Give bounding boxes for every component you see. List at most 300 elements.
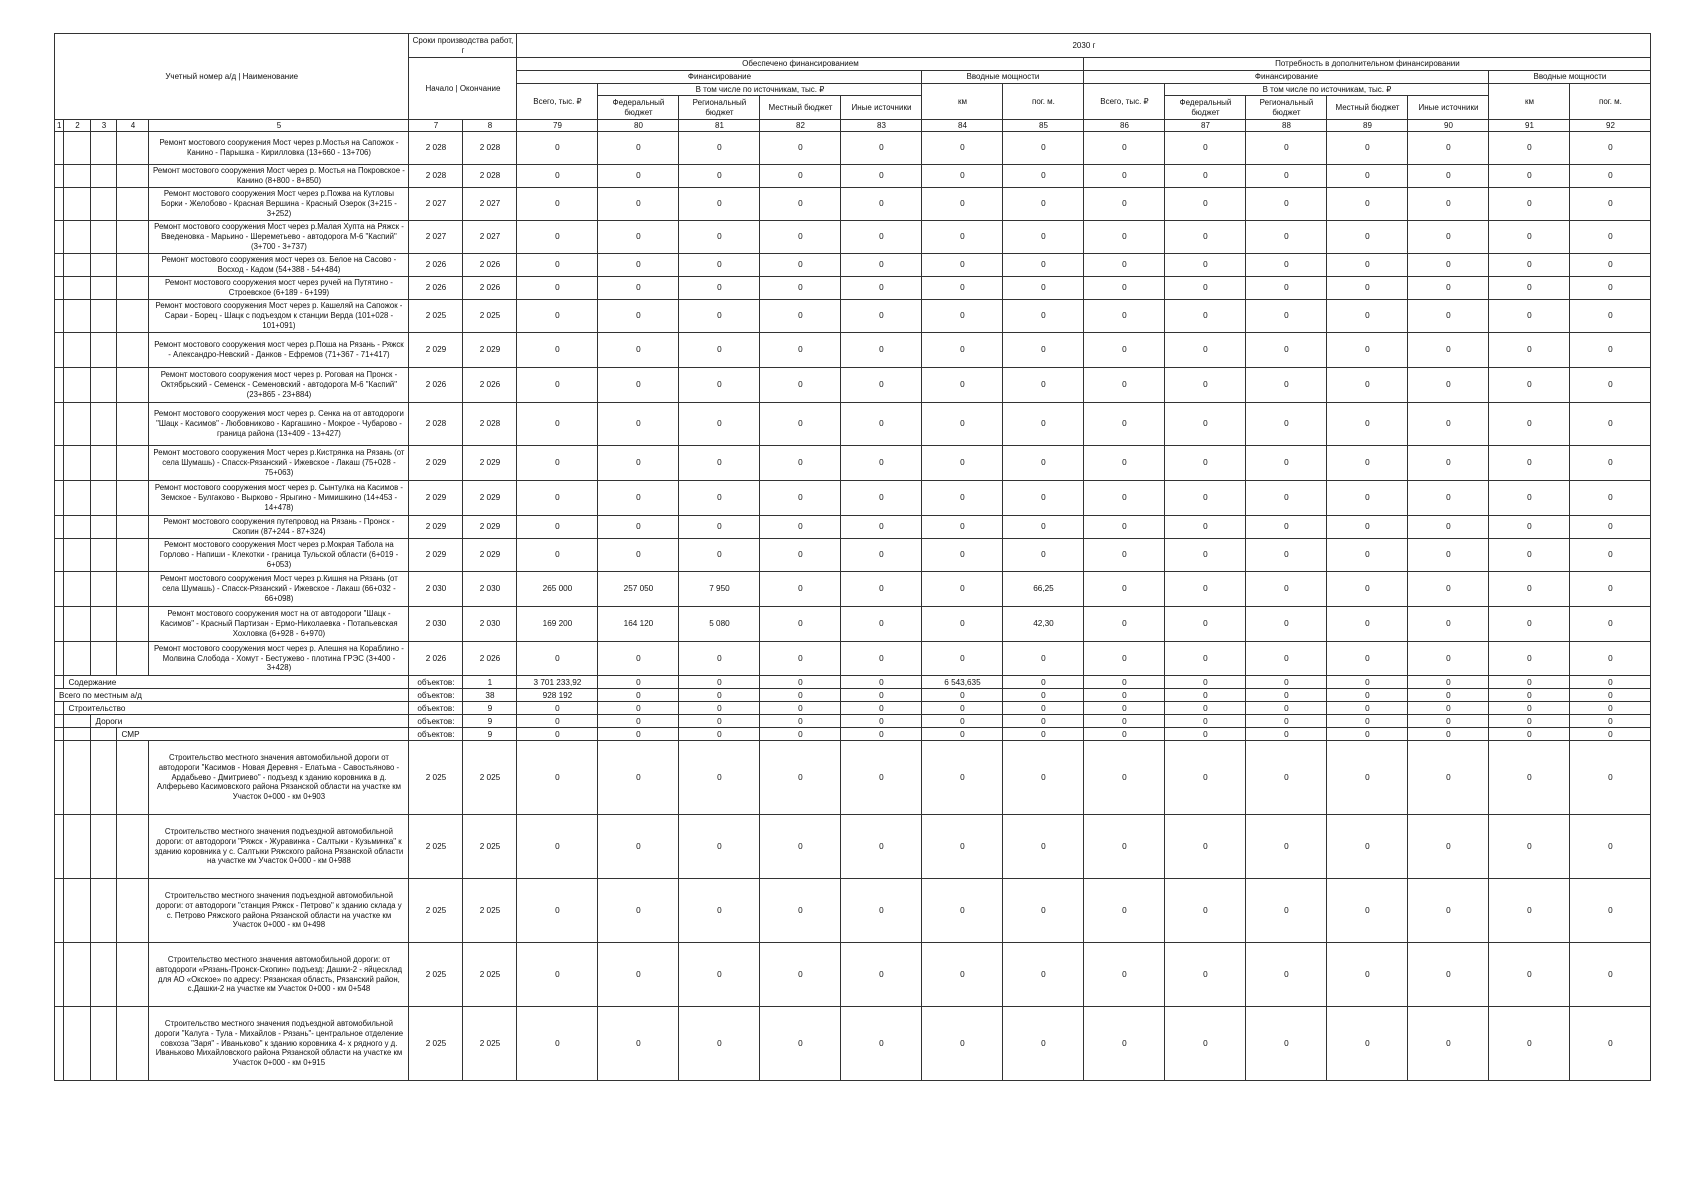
value-cell: 0 xyxy=(1408,642,1489,676)
value-cell: 0 xyxy=(1489,572,1570,607)
value-cell: 0 xyxy=(1246,368,1327,403)
column-number: 87 xyxy=(1165,120,1246,132)
value-cell: 0 xyxy=(1246,943,1327,1007)
value-cell: 0 xyxy=(598,516,679,539)
table-row xyxy=(55,943,1651,1007)
value-cell: 0 xyxy=(1408,368,1489,403)
value-cell: 0 xyxy=(598,368,679,403)
value-cell: 164 120 xyxy=(598,607,679,642)
object-name: Строительство местного значения подъездной автомобильной дороги: от автодороги "Ряжск - Журавинка - Салтыки - Кузьминка" к зданию коровника у с. Салтыки Ряжского района Рязанской области на участке км Участок 0+000 - км 0+988 xyxy=(149,815,409,879)
value-cell: 0 xyxy=(922,132,1003,165)
value-cell: 0 xyxy=(1489,516,1570,539)
period-header: Сроки производства работ, г xyxy=(409,34,517,58)
regional-header: Региональный бюджет xyxy=(1246,96,1327,120)
table-row xyxy=(55,333,1651,368)
value-cell: 0 xyxy=(517,642,598,676)
value-cell: 0 xyxy=(1489,728,1570,741)
value-cell: 0 xyxy=(1084,702,1165,715)
value-cell: 0 xyxy=(1084,300,1165,333)
value-cell: 42,30 xyxy=(1003,607,1084,642)
value-cell: 0 xyxy=(1003,1007,1084,1081)
value-cell: 0 xyxy=(760,728,841,741)
table-row xyxy=(55,188,1651,221)
value-cell: 0 xyxy=(1327,572,1408,607)
column-number: 8 xyxy=(463,120,517,132)
value-cell: 0 xyxy=(679,277,760,300)
object-name: Ремонт мостового сооружения мост через р.Поша на Рязань - Ряжск - Александро-Невский - Данков - Ефремов (71+367 - 71+417) xyxy=(149,333,409,368)
start-year: 2 030 xyxy=(409,572,463,607)
value-cell: 0 xyxy=(1084,572,1165,607)
value-cell: 0 xyxy=(1489,481,1570,516)
value-cell: 0 xyxy=(841,132,922,165)
value-cell: 0 xyxy=(1084,879,1165,943)
value-cell: 0 xyxy=(517,715,598,728)
value-cell: 0 xyxy=(517,368,598,403)
value-cell: 0 xyxy=(1246,572,1327,607)
value-cell: 0 xyxy=(841,728,922,741)
value-cell: 0 xyxy=(1408,702,1489,715)
value-cell: 0 xyxy=(1246,728,1327,741)
value-cell: 0 xyxy=(760,702,841,715)
value-cell: 0 xyxy=(760,277,841,300)
end-year: 2 027 xyxy=(463,188,517,221)
value-cell: 0 xyxy=(760,689,841,702)
value-cell: 0 xyxy=(517,728,598,741)
federal-header: Федеральный бюджет xyxy=(1165,96,1246,120)
value-cell: 0 xyxy=(1327,132,1408,165)
value-cell: 0 xyxy=(841,403,922,446)
value-cell: 0 xyxy=(679,1007,760,1081)
value-cell: 0 xyxy=(1570,879,1651,943)
value-cell: 0 xyxy=(679,165,760,188)
value-cell: 0 xyxy=(1165,333,1246,368)
table-row xyxy=(55,607,1651,642)
value-cell: 0 xyxy=(760,481,841,516)
value-cell: 0 xyxy=(598,300,679,333)
object-name: Ремонт мостового сооружения мост через оз. Белое на Сасово - Восход - Кадом (54+388 - 54+484) xyxy=(149,254,409,277)
object-name: Ремонт мостового сооружения мост через р. Алешня на Кораблино - Молвина Слобода - Хомут - Бестужево - плотина ГРЭС (3+400 - 3+428) xyxy=(149,642,409,676)
value-cell: 0 xyxy=(679,728,760,741)
value-cell: 0 xyxy=(1165,254,1246,277)
value-cell: 0 xyxy=(841,741,922,815)
end-year: 2 028 xyxy=(463,132,517,165)
value-cell: 0 xyxy=(841,1007,922,1081)
start-year: 2 028 xyxy=(409,132,463,165)
value-cell: 0 xyxy=(760,188,841,221)
value-cell: 0 xyxy=(922,188,1003,221)
value-cell: 0 xyxy=(1084,368,1165,403)
column-number: 89 xyxy=(1327,120,1408,132)
value-cell: 0 xyxy=(922,539,1003,572)
object-name: Ремонт мостового сооружения мост на от автодороги "Шацк - Касимов" - Красный Партизан - Ермо-Николаевка - Потапьевская Хохловка (6+928 - 6+970) xyxy=(149,607,409,642)
table-row xyxy=(55,642,1651,676)
end-year: 2 028 xyxy=(463,165,517,188)
value-cell: 0 xyxy=(1327,642,1408,676)
value-cell: 0 xyxy=(679,188,760,221)
object-name: Ремонт мостового сооружения путепровод на Рязань - Пронск - Скопин (87+244 - 87+324) xyxy=(149,516,409,539)
total-header: Всего, тыс. ₽ xyxy=(1084,84,1165,120)
other-header: Иные источники xyxy=(841,96,922,120)
value-cell: 0 xyxy=(1570,165,1651,188)
value-cell: 0 xyxy=(679,333,760,368)
summary-label: Строительство xyxy=(64,702,409,715)
object-name: Строительство местного значения автомобильной дороги от автодороги "Касимов - Новая Деревня - Елатьма - Савостьяново - Ардабьево - Дмитриево" - подъезд к зданию коровника в д. Алферьево Касимовского района Рязанской области на участке км Участок 0+000 - км 0+903 xyxy=(149,741,409,815)
value-cell: 0 xyxy=(1327,741,1408,815)
secured-header: Обеспечено финансированием xyxy=(517,58,1084,71)
value-cell: 0 xyxy=(760,815,841,879)
value-cell: 0 xyxy=(1489,300,1570,333)
column-number: 81 xyxy=(679,120,760,132)
by-source-header: В том числе по источникам, тыс. ₽ xyxy=(598,84,922,96)
value-cell: 0 xyxy=(598,879,679,943)
value-cell: 0 xyxy=(1165,943,1246,1007)
start-year: 2 028 xyxy=(409,403,463,446)
pog-m-header: пог. м. xyxy=(1570,84,1651,120)
value-cell: 0 xyxy=(1327,368,1408,403)
year-header: 2030 г xyxy=(517,34,1651,58)
end-year: 2 029 xyxy=(463,539,517,572)
value-cell: 0 xyxy=(1165,368,1246,403)
value-cell: 0 xyxy=(841,715,922,728)
value-cell: 0 xyxy=(517,516,598,539)
value-cell: 0 xyxy=(1570,943,1651,1007)
value-cell: 0 xyxy=(1327,403,1408,446)
value-cell: 257 050 xyxy=(598,572,679,607)
value-cell: 66,25 xyxy=(1003,572,1084,607)
value-cell: 0 xyxy=(1327,676,1408,689)
value-cell: 0 xyxy=(1570,516,1651,539)
value-cell: 0 xyxy=(1003,165,1084,188)
value-cell: 0 xyxy=(1084,815,1165,879)
value-cell: 0 xyxy=(922,702,1003,715)
value-cell: 0 xyxy=(1003,254,1084,277)
end-year: 2 026 xyxy=(463,642,517,676)
value-cell: 0 xyxy=(760,368,841,403)
value-cell: 0 xyxy=(1165,221,1246,254)
column-number: 85 xyxy=(1003,120,1084,132)
end-year: 2 025 xyxy=(463,879,517,943)
table-row xyxy=(55,132,1651,165)
value-cell: 0 xyxy=(517,446,598,481)
start-year: 2 029 xyxy=(409,516,463,539)
value-cell: 0 xyxy=(1246,815,1327,879)
value-cell: 0 xyxy=(1084,481,1165,516)
start-year: 2 025 xyxy=(409,300,463,333)
value-cell: 0 xyxy=(922,300,1003,333)
value-cell: 0 xyxy=(922,741,1003,815)
value-cell: 0 xyxy=(1084,1007,1165,1081)
value-cell: 0 xyxy=(1084,689,1165,702)
value-cell: 0 xyxy=(760,516,841,539)
value-cell: 0 xyxy=(679,132,760,165)
objects-label: объектов: xyxy=(409,728,463,741)
value-cell: 0 xyxy=(1327,879,1408,943)
financing-header: Финансирование xyxy=(517,71,922,84)
value-cell: 0 xyxy=(598,815,679,879)
column-number: 88 xyxy=(1246,120,1327,132)
start-year: 2 028 xyxy=(409,165,463,188)
end-year: 2 030 xyxy=(463,607,517,642)
value-cell: 0 xyxy=(760,676,841,689)
value-cell: 0 xyxy=(1084,221,1165,254)
value-cell: 0 xyxy=(1408,165,1489,188)
value-cell: 0 xyxy=(1489,277,1570,300)
value-cell: 0 xyxy=(1084,516,1165,539)
objects-count: 9 xyxy=(463,728,517,741)
value-cell: 0 xyxy=(760,221,841,254)
value-cell: 0 xyxy=(1489,607,1570,642)
value-cell: 0 xyxy=(679,516,760,539)
object-name: Ремонт мостового сооружения Мост через р.Мостья на Сапожок - Канино - Парышка - Кирилловка (13+660 - 13+706) xyxy=(149,132,409,165)
value-cell: 0 xyxy=(1408,221,1489,254)
column-number: 4 xyxy=(117,120,149,132)
value-cell: 0 xyxy=(1570,368,1651,403)
value-cell: 0 xyxy=(1408,607,1489,642)
value-cell: 0 xyxy=(760,879,841,943)
value-cell: 0 xyxy=(1084,539,1165,572)
value-cell: 0 xyxy=(1003,516,1084,539)
value-cell: 0 xyxy=(1327,300,1408,333)
value-cell: 0 xyxy=(517,300,598,333)
summary-label: Содержание xyxy=(64,676,409,689)
value-cell: 0 xyxy=(1246,300,1327,333)
table-row xyxy=(55,446,1651,481)
value-cell: 0 xyxy=(1165,607,1246,642)
value-cell: 0 xyxy=(1327,221,1408,254)
value-cell: 0 xyxy=(1003,815,1084,879)
value-cell: 3 701 233,92 xyxy=(517,676,598,689)
value-cell: 0 xyxy=(1327,607,1408,642)
value-cell: 0 xyxy=(1327,446,1408,481)
value-cell: 0 xyxy=(679,446,760,481)
value-cell: 0 xyxy=(1408,516,1489,539)
value-cell: 0 xyxy=(1165,815,1246,879)
objects-count: 1 xyxy=(463,676,517,689)
column-number: 80 xyxy=(598,120,679,132)
value-cell: 0 xyxy=(1570,676,1651,689)
object-name: Ремонт мостового сооружения мост через р. Роговая на Пронск - Октябрьский - Семенск - Семеновский - автодорога М-6 "Каспий" (23+865 - 23+884) xyxy=(149,368,409,403)
value-cell: 0 xyxy=(1327,689,1408,702)
value-cell: 0 xyxy=(760,943,841,1007)
value-cell: 0 xyxy=(922,815,1003,879)
column-number: 5 xyxy=(149,120,409,132)
start-year: 2 029 xyxy=(409,539,463,572)
end-year: 2 030 xyxy=(463,572,517,607)
summary-row xyxy=(55,715,1651,728)
value-cell: 0 xyxy=(841,572,922,607)
value-cell: 0 xyxy=(922,943,1003,1007)
value-cell: 0 xyxy=(760,254,841,277)
summary-label: СМР xyxy=(117,728,409,741)
value-cell: 0 xyxy=(679,702,760,715)
value-cell: 0 xyxy=(517,165,598,188)
value-cell: 0 xyxy=(598,1007,679,1081)
value-cell: 0 xyxy=(1408,277,1489,300)
value-cell: 0 xyxy=(1165,728,1246,741)
value-cell: 0 xyxy=(598,741,679,815)
value-cell: 0 xyxy=(1570,642,1651,676)
column-number: 84 xyxy=(922,120,1003,132)
value-cell: 0 xyxy=(1084,607,1165,642)
value-cell: 0 xyxy=(1489,879,1570,943)
value-cell: 0 xyxy=(1327,943,1408,1007)
value-cell: 0 xyxy=(922,368,1003,403)
by-source-header: В том числе по источникам, тыс. ₽ xyxy=(1165,84,1489,96)
start-year: 2 025 xyxy=(409,815,463,879)
value-cell: 0 xyxy=(517,943,598,1007)
objects-label: объектов: xyxy=(409,676,463,689)
value-cell: 0 xyxy=(1084,132,1165,165)
value-cell: 0 xyxy=(1327,715,1408,728)
table-row xyxy=(55,403,1651,446)
value-cell: 0 xyxy=(922,879,1003,943)
value-cell: 0 xyxy=(1489,943,1570,1007)
value-cell: 0 xyxy=(598,943,679,1007)
table-row xyxy=(55,254,1651,277)
value-cell: 0 xyxy=(1489,741,1570,815)
value-cell: 0 xyxy=(1489,539,1570,572)
value-cell: 0 xyxy=(679,943,760,1007)
value-cell: 0 xyxy=(1570,815,1651,879)
value-cell: 0 xyxy=(1003,221,1084,254)
value-cell: 0 xyxy=(1327,702,1408,715)
value-cell: 0 xyxy=(841,676,922,689)
value-cell: 0 xyxy=(1489,188,1570,221)
value-cell: 0 xyxy=(1084,446,1165,481)
other-header: Иные источники xyxy=(1408,96,1489,120)
value-cell: 0 xyxy=(841,943,922,1007)
value-cell: 0 xyxy=(1003,132,1084,165)
value-cell: 0 xyxy=(679,879,760,943)
value-cell: 0 xyxy=(1327,165,1408,188)
value-cell: 5 080 xyxy=(679,607,760,642)
value-cell: 0 xyxy=(517,254,598,277)
value-cell: 0 xyxy=(922,254,1003,277)
value-cell: 0 xyxy=(760,741,841,815)
value-cell: 0 xyxy=(1246,607,1327,642)
value-cell: 0 xyxy=(517,815,598,879)
value-cell: 0 xyxy=(1084,403,1165,446)
value-cell: 0 xyxy=(1570,188,1651,221)
table-row xyxy=(55,221,1651,254)
value-cell: 0 xyxy=(1408,254,1489,277)
value-cell: 0 xyxy=(1489,702,1570,715)
value-cell: 0 xyxy=(517,1007,598,1081)
value-cell: 0 xyxy=(1327,516,1408,539)
value-cell: 0 xyxy=(598,715,679,728)
object-name: Строительство местного значения автомобильной дороги: от автодороги «Рязань-Пронск-Скопин» подъезд: Дашки-2 - яйцесклад для АО «Окское» по адресу: Рязанская область, Рязанский район, с.Дашки-2 на участке км Участок 0+000 - км 0+548 xyxy=(149,943,409,1007)
value-cell: 0 xyxy=(1327,481,1408,516)
value-cell: 0 xyxy=(1165,676,1246,689)
local-header: Местный бюджет xyxy=(760,96,841,120)
end-year: 2 029 xyxy=(463,446,517,481)
column-number: 92 xyxy=(1570,120,1651,132)
value-cell: 928 192 xyxy=(517,689,598,702)
table-row xyxy=(55,277,1651,300)
value-cell: 0 xyxy=(679,642,760,676)
value-cell: 0 xyxy=(1327,333,1408,368)
table-row xyxy=(55,1007,1651,1081)
value-cell: 0 xyxy=(679,368,760,403)
value-cell: 0 xyxy=(598,642,679,676)
value-cell: 0 xyxy=(1570,481,1651,516)
value-cell: 0 xyxy=(1570,132,1651,165)
value-cell: 0 xyxy=(1165,539,1246,572)
value-cell: 0 xyxy=(517,333,598,368)
objects-count: 9 xyxy=(463,702,517,715)
object-name: Ремонт мостового сооружения Мост через р.Кистрянка на Рязань (от села Шумашь) - Спасск-Рязанский - Ижевское - Лакаш (75+028 - 75+063) xyxy=(149,446,409,481)
summary-row xyxy=(55,702,1651,715)
value-cell: 0 xyxy=(1003,368,1084,403)
start-year: 2 025 xyxy=(409,879,463,943)
column-number: 79 xyxy=(517,120,598,132)
object-name: Ремонт мостового сооружения Мост через р.Мокрая Табола на Горлово - Напиши - Клекотки - граница Тульской области (6+019 - 6+053) xyxy=(149,539,409,572)
table-row xyxy=(55,539,1651,572)
column-number: 90 xyxy=(1408,120,1489,132)
object-name: Ремонт мостового сооружения Мост через р.Кишня на Рязань (от села Шумашь) - Спасск-Рязанский - Ижевское - Лакаш (66+032 - 66+098) xyxy=(149,572,409,607)
table-row xyxy=(55,481,1651,516)
value-cell: 0 xyxy=(517,277,598,300)
value-cell: 0 xyxy=(1327,254,1408,277)
value-cell: 0 xyxy=(1408,741,1489,815)
end-year: 2 025 xyxy=(463,943,517,1007)
value-cell: 0 xyxy=(1489,676,1570,689)
value-cell: 0 xyxy=(841,607,922,642)
value-cell: 0 xyxy=(1084,277,1165,300)
value-cell: 0 xyxy=(841,277,922,300)
value-cell: 265 000 xyxy=(517,572,598,607)
value-cell: 0 xyxy=(922,446,1003,481)
summary-label: Дороги xyxy=(91,715,409,728)
value-cell: 0 xyxy=(1084,676,1165,689)
value-cell: 0 xyxy=(1165,702,1246,715)
column-number: 83 xyxy=(841,120,922,132)
value-cell: 0 xyxy=(1246,676,1327,689)
value-cell: 0 xyxy=(1489,165,1570,188)
value-cell: 7 950 xyxy=(679,572,760,607)
value-cell: 0 xyxy=(1408,403,1489,446)
value-cell: 0 xyxy=(1408,446,1489,481)
value-cell: 0 xyxy=(1246,132,1327,165)
value-cell: 0 xyxy=(1084,333,1165,368)
value-cell: 0 xyxy=(1165,689,1246,702)
value-cell: 0 xyxy=(1003,300,1084,333)
value-cell: 0 xyxy=(922,607,1003,642)
value-cell: 0 xyxy=(1408,132,1489,165)
value-cell: 0 xyxy=(922,403,1003,446)
value-cell: 0 xyxy=(760,642,841,676)
object-name: Ремонт мостового сооружения мост через р. Сынтулка на Касимов - Земское - Булгаково - Вырково - Ярыгино - Мимишкино (14+453 - 14+478) xyxy=(149,481,409,516)
objects-count: 38 xyxy=(463,689,517,702)
value-cell: 0 xyxy=(760,1007,841,1081)
total-header: Всего, тыс. ₽ xyxy=(517,84,598,120)
value-cell: 0 xyxy=(1489,1007,1570,1081)
value-cell: 0 xyxy=(1327,277,1408,300)
value-cell: 0 xyxy=(1003,943,1084,1007)
value-cell: 0 xyxy=(1570,715,1651,728)
value-cell: 0 xyxy=(1570,741,1651,815)
value-cell: 0 xyxy=(1246,689,1327,702)
value-cell: 0 xyxy=(598,403,679,446)
value-cell: 0 xyxy=(841,221,922,254)
object-name: Строительство местного значения подъездной автомобильной дороги "Калуга - Тула - Михайлов - Рязань"- центральное отделение совхоза "Заря" - Иваньково" к зданию коровника 4- х рядного у д. Иваньково Михайловского района Рязанской области на участке км Участок 0+000 - км 0+915 xyxy=(149,1007,409,1081)
table-row xyxy=(55,165,1651,188)
objects-label: объектов: xyxy=(409,702,463,715)
start-year: 2 029 xyxy=(409,481,463,516)
start-end-header: Начало | Окончание xyxy=(409,58,517,120)
value-cell: 0 xyxy=(1246,1007,1327,1081)
value-cell: 0 xyxy=(1246,403,1327,446)
